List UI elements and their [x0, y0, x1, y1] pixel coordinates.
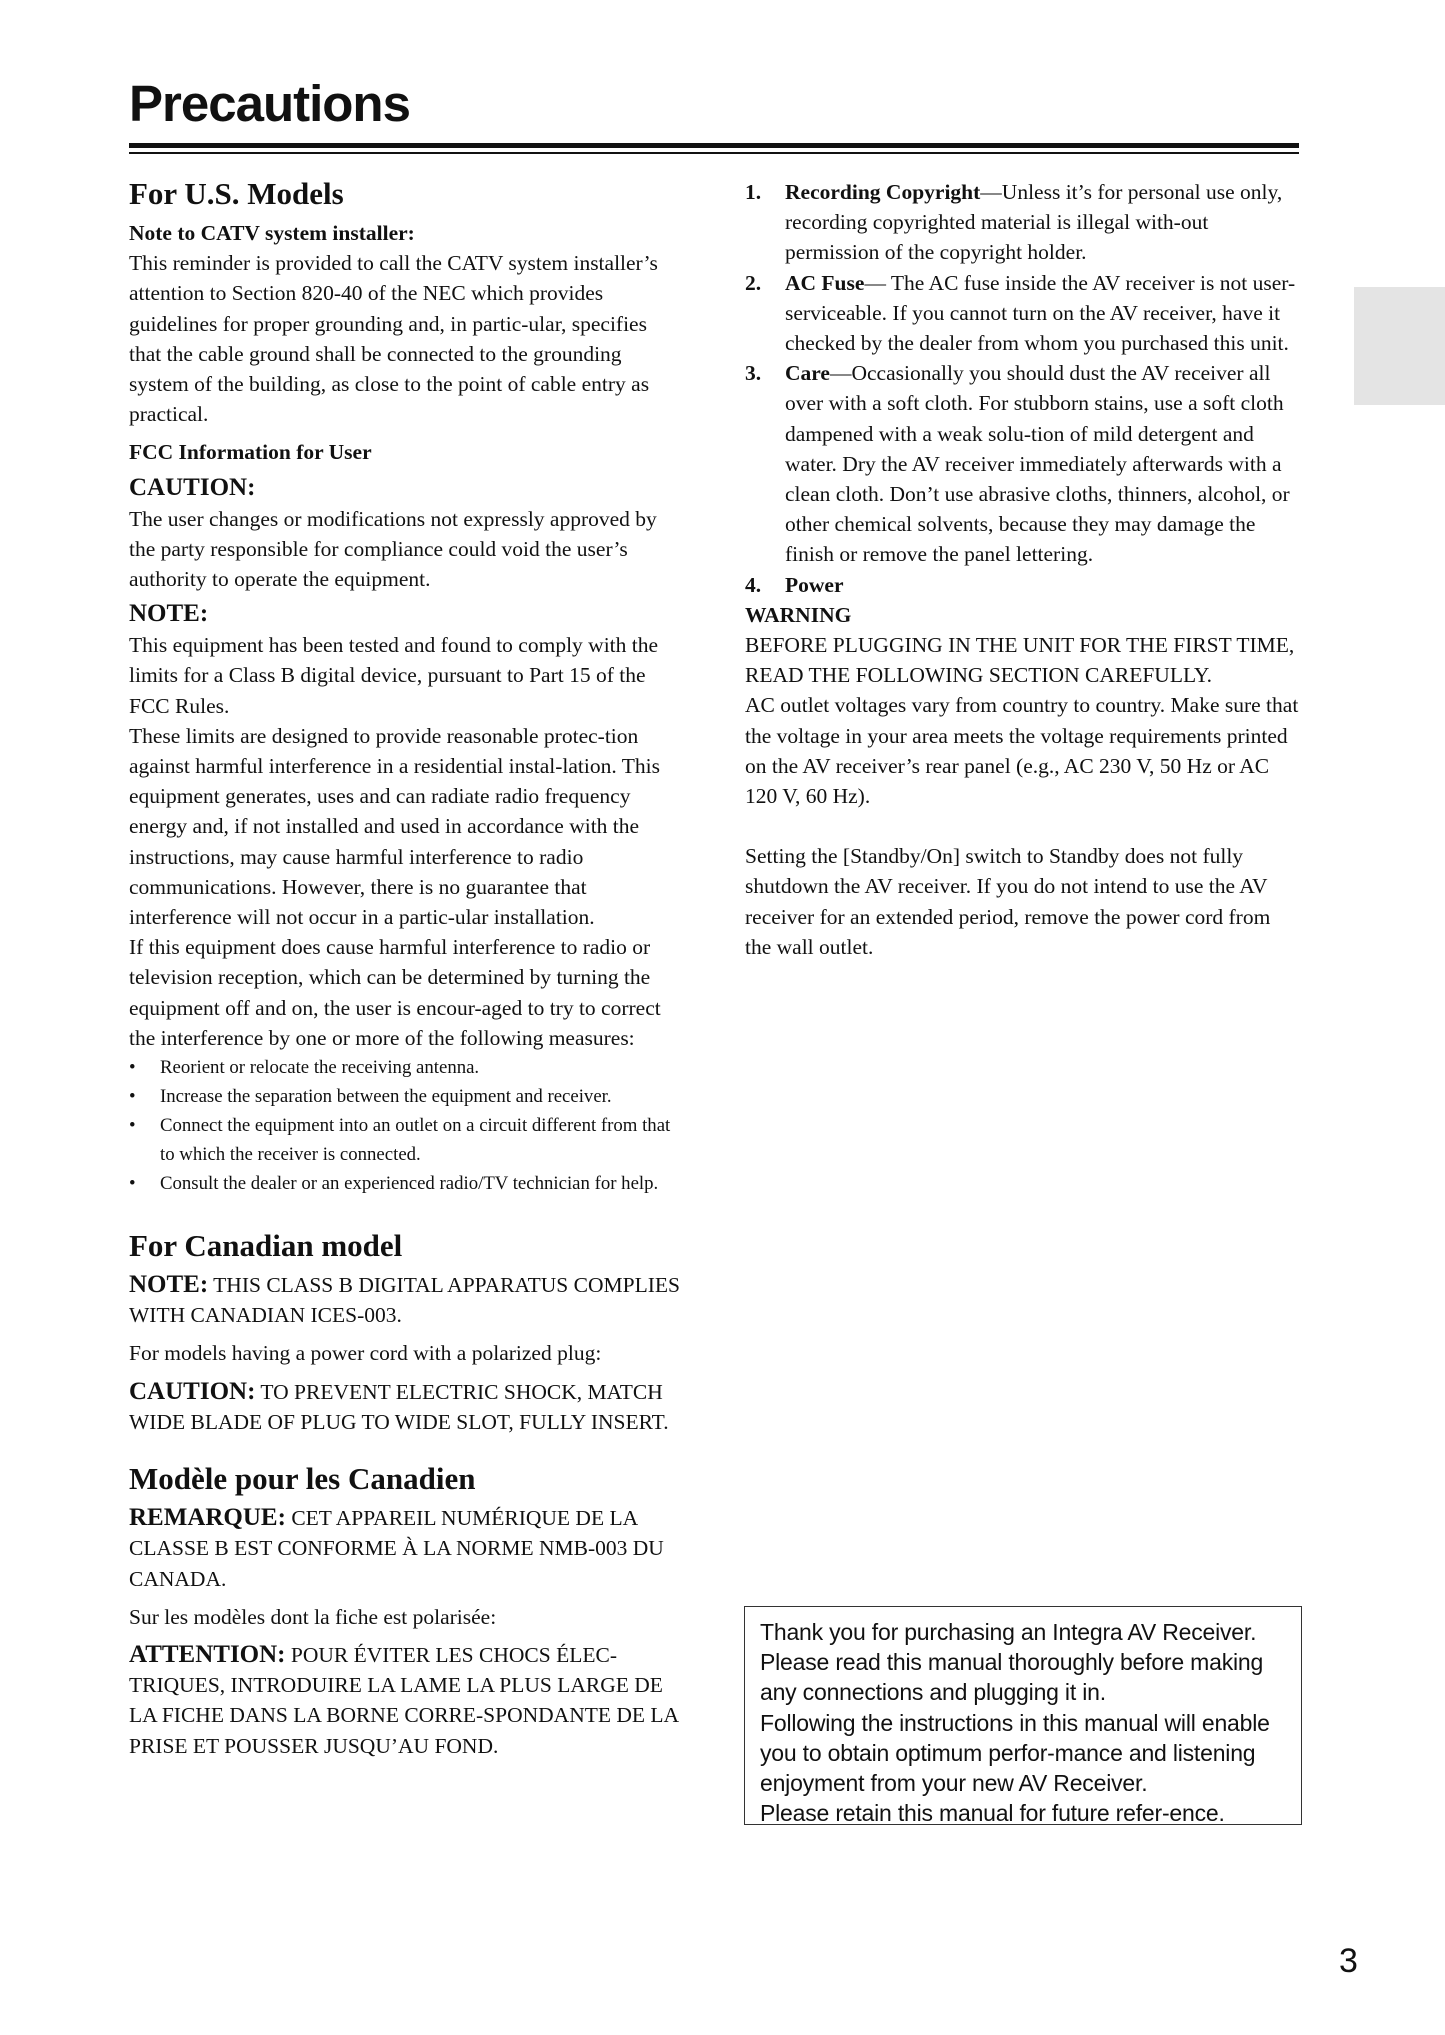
page-number: 3: [1339, 1942, 1358, 1980]
voltage-text: AC outlet voltages vary from country to country. Make sure that the voltage in your area meets the voltage requirements printed on the AV receiver’s rear panel (e.g., AC 230 V, 50 Hz or AC 120 V, 60 Hz).: [745, 693, 1299, 809]
fcc-note-body-1: This equipment has been tested and found to comply with the limits for a Class B digital device, pursuant to Part 15 of the FCC Rules.: [129, 633, 659, 718]
thank-you-box: [744, 1606, 1302, 1825]
fcc-note-heading: NOTE:: [129, 600, 209, 628]
polarisee-text: Sur les modèles dont la fiche est polarisée:: [129, 1604, 497, 1629]
precautions-list: [745, 177, 1300, 600]
bullet-icon: •: [129, 1086, 136, 1108]
canadian-model-section: [129, 1228, 684, 1437]
right-column: [745, 177, 1300, 962]
canadian-french-heading: Modèle pour les Canadien: [129, 1461, 476, 1497]
section-side-tab: [1354, 287, 1445, 405]
thanks-line-1: Thank you for purchasing an Integra AV Receiver.: [760, 1619, 1257, 1645]
left-column: [129, 176, 684, 1761]
thanks-line-3: Following the instructions in this manual will enable you to obtain optimum perfor-mance and listening enjoyment from your new AV Receiver.: [760, 1709, 1270, 1797]
bullet-icon: •: [129, 1057, 136, 1079]
fcc-info-heading: FCC Information for User: [129, 440, 372, 465]
catv-note-heading: Note to CATV system installer:: [129, 221, 415, 245]
canadian-model-heading: For Canadian model: [129, 1228, 403, 1264]
page-title: Precautions: [129, 75, 410, 132]
us-models-heading: For U.S. Models: [129, 176, 344, 211]
list-item-recording-copyright: 1. Recording Copyright—Unless it’s for personal use only, recording copyrighted material is illegal with-out permission of the copyright holder.: [745, 180, 1283, 265]
thanks-line-4: Please retain this manual for future refer-ence.: [760, 1800, 1225, 1827]
list-item-care: 3. Care—Occasionally you should dust the AV receiver all over with a soft cloth. For stubborn stains, use a soft cloth dampened with a weak solu-tion of mild detergent and water. Dry the AV receiver immediately afterwards with a clean cloth. Don’t use abrasive cloths, thinners, alcohol, or other chemical solvents, because they may damage the finish or remove the panel lettering.: [745, 361, 1290, 567]
title-rule-thick: [129, 143, 1299, 148]
bullet-icon: •: [129, 1173, 136, 1195]
list-item-power: 4. Power: [745, 572, 844, 597]
attention-note: ATTENTION: POUR ÉVITER LES CHOCS ÉLEC-TRIQUES, INTRODUIRE LA LAME LA PLUS LARGE DE LA FICHE DANS LA BORNE CORRE-SPONDANTE DE LA PRISE ET POUSSER JUSQU’AU FOND.: [129, 1640, 678, 1758]
remarque-label: REMARQUE:: [129, 1504, 286, 1532]
interference-measures-list: [129, 1053, 684, 1198]
remarque-note: REMARQUE: CET APPAREIL NUMÉRIQUE DE LA CLASSE B EST CONFORME À LA NORME NMB-003 DU CANADA.: [129, 1504, 664, 1591]
fcc-caution-heading: CAUTION:: [129, 473, 256, 501]
list-item: • Increase the separation between the equipment and receiver.: [129, 1082, 684, 1111]
list-item: • Consult the dealer or an experienced radio/TV technician for help.: [129, 1169, 684, 1198]
canadian-caution-label: CAUTION:: [129, 1377, 256, 1405]
canadian-french-section: [129, 1461, 684, 1761]
polarized-plug-text: For models having a power cord with a polarized plug:: [129, 1341, 602, 1366]
standby-text: Setting the [Standby/On] switch to Standby does not fully shutdown the AV receiver. If you do not intend to use the AV receiver for an extended period, remove the power cord from the wall outlet.: [745, 844, 1271, 959]
title-rule-thin: [129, 152, 1299, 154]
fcc-note-body-2: These limits are designed to provide reasonable protec-tion against harmful interference in a residential instal-lation. This equipment generates, uses and can radiate radio frequency energy and, if not installed and used in accordance with the instructions, may cause harmful interference to radio communications. However, there is no guarantee that interference will not occur in a partic-ular installation.: [129, 723, 660, 930]
canadian-note: NOTE: THIS CLASS B DIGITAL APPARATUS COMPLIES WITH CANADIAN ICES-003.: [129, 1271, 680, 1328]
power-warning-heading: WARNING: [745, 602, 852, 627]
canadian-caution: CAUTION: TO PREVENT ELECTRIC SHOCK, MATCH WIDE BLADE OF PLUG TO WIDE SLOT, FULLY INSERT.: [129, 1377, 669, 1434]
list-item-ac-fuse: 2. AC Fuse— The AC fuse inside the AV receiver is not user-serviceable. If you cannot turn on the AV receiver, have it checked by the dealer from whom you purchased this unit.: [745, 270, 1296, 356]
catv-note-body: This reminder is provided to call the CATV system installer’s attention to Section 820-40 of the NEC which provides guidelines for proper grounding and, in partic-ular, specifies that the cable ground shall be connected to the grounding system of the building, as close to the point of cable entry as practical.: [129, 251, 658, 427]
thanks-line-2: Please read this manual thoroughly before making any connections and plugging it in.: [760, 1649, 1264, 1706]
fcc-caution-body: The user changes or modifications not expressly approved by the party responsible for compliance could void the user’s authority to operate the equipment.: [129, 506, 657, 592]
us-models-section: [129, 176, 684, 1198]
fcc-note-body-3: If this equipment does cause harmful interference to radio or television reception, which can be determined by turning the equipment off and on, the user is encour-aged to try to correct the interference by one or more of the following measures:: [129, 935, 661, 1050]
power-warning-text: BEFORE PLUGGING IN THE UNIT FOR THE FIRST TIME, READ THE FOLLOWING SECTION CAREFULLY.: [745, 633, 1295, 688]
attention-label: ATTENTION:: [129, 1640, 286, 1668]
bullet-icon: •: [129, 1115, 136, 1137]
list-item: • Connect the equipment into an outlet on a circuit different from that to which the receiver is connected.: [129, 1111, 684, 1169]
canadian-note-label: NOTE:: [129, 1271, 209, 1299]
list-item: • Reorient or relocate the receiving antenna.: [129, 1053, 684, 1082]
